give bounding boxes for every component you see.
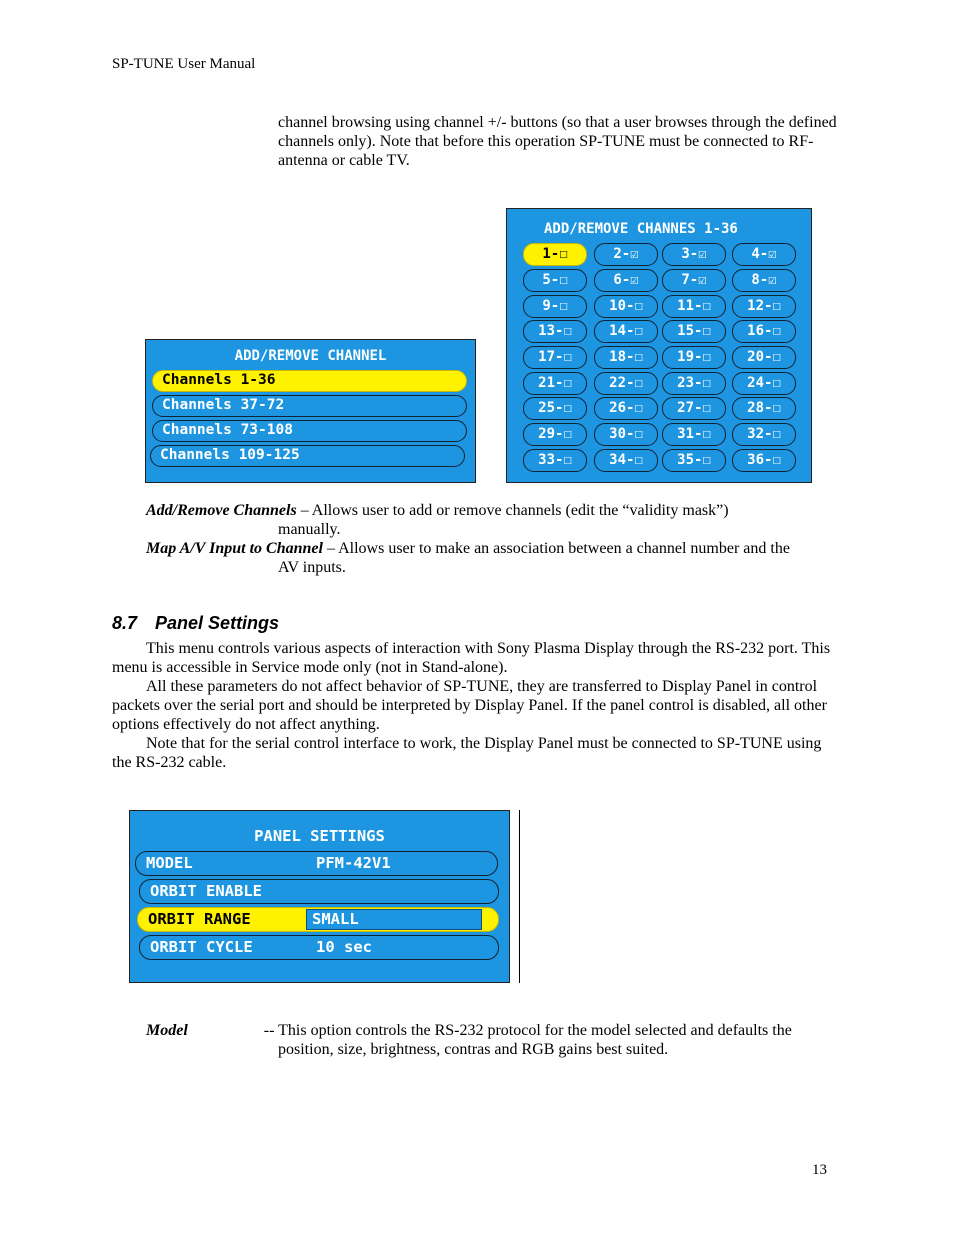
channel-toggle[interactable]: 20-☐ (732, 346, 796, 369)
running-header: SP-TUNE User Manual (112, 56, 256, 72)
channel-toggle[interactable]: 5-☐ (523, 269, 587, 292)
grid-title: ADD/REMOVE CHANNES 1-36 (544, 221, 738, 237)
definition-term: Map A/V Input to Channel (146, 540, 323, 557)
definition-add-remove (146, 501, 846, 539)
channel-toggle[interactable]: 21-☐ (523, 372, 587, 395)
channel-toggle[interactable]: 3-☑ (662, 243, 726, 266)
channel-toggle[interactable]: 18-☐ (594, 346, 658, 369)
row-orbit-range[interactable] (137, 907, 499, 932)
row-label: ORBIT ENABLE (150, 882, 262, 900)
section-heading (112, 613, 279, 634)
channel-toggle[interactable]: 35-☐ (662, 449, 726, 472)
channel-toggle[interactable]: 25-☐ (523, 397, 587, 420)
row-value: PFM-42V1 (316, 854, 391, 872)
add-remove-channel-menu (145, 339, 476, 483)
vertical-divider (519, 810, 520, 983)
intro-paragraph: channel browsing using channel +/- buttons (so that a user browses through the defined channels only). Note that before this operation SP-TUNE must be connected to RF-antenna or cable TV. (278, 114, 837, 169)
channel-toggle[interactable]: 16-☐ (732, 320, 796, 343)
row-label: MODEL (146, 854, 193, 872)
paragraph-1: This menu controls various aspects of interaction with Sony Plasma Display through the RS-232 port. This menu is accessible in Service mode only (not in Stand-alone). (112, 640, 831, 676)
menu-item-channels-109-125[interactable]: Channels 109-125 (150, 445, 465, 467)
channel-toggle[interactable]: 2-☑ (594, 243, 658, 266)
menu-item-channels-37-72[interactable]: Channels 37-72 (152, 395, 467, 417)
channel-toggle[interactable]: 31-☐ (662, 423, 726, 446)
channel-toggle[interactable]: 27-☐ (662, 397, 726, 420)
channel-toggle[interactable]: 15-☐ (662, 320, 726, 343)
paragraph-2: All these parameters do not affect behavior of SP-TUNE, they are transferred to Display Panel in control packets over the serial port and should be interpreted by Display Panel. If the panel control is disabled, all other options effectively do not affect anything. (112, 678, 827, 733)
section-title: Panel Settings (155, 613, 280, 633)
channel-toggle[interactable]: 12-☐ (732, 295, 796, 318)
definition-continuation: AV inputs. (278, 559, 346, 576)
channel-toggle[interactable]: 4-☑ (732, 243, 796, 266)
channel-toggle[interactable]: 14-☐ (594, 320, 658, 343)
channel-toggle[interactable]: 34-☐ (594, 449, 658, 472)
channel-toggle[interactable]: 11-☐ (662, 295, 726, 318)
definition-text: – Allows user to add or remove channels (edit the “validity mask”) (296, 502, 729, 519)
channel-toggle[interactable]: 17-☐ (523, 346, 587, 369)
channel-grid-menu (506, 208, 812, 483)
paragraph-3: Note that for the serial control interface to work, the Display Panel must be connected to SP-TUNE using the RS-232 cable. (112, 735, 822, 771)
channel-toggle[interactable]: 1-☐ (523, 243, 587, 266)
channel-toggle[interactable]: 10-☐ (594, 295, 658, 318)
channel-toggle[interactable]: 29-☐ (523, 423, 587, 446)
channel-toggle[interactable]: 13-☐ (523, 320, 587, 343)
channel-toggle[interactable]: 33-☐ (523, 449, 587, 472)
definition-model (146, 1021, 846, 1059)
row-orbit-cycle[interactable] (139, 935, 499, 960)
page-number: 13 (812, 1162, 827, 1178)
row-value: 10 sec (316, 938, 372, 956)
row-orbit-enable[interactable] (139, 879, 499, 904)
channel-toggle[interactable]: 23-☐ (662, 372, 726, 395)
channel-toggle[interactable]: 7-☑ (662, 269, 726, 292)
definition-text: -- This option controls the RS-232 protocol for the model selected and defaults the (263, 1022, 792, 1039)
row-label: ORBIT RANGE (148, 910, 251, 928)
channel-toggle[interactable]: 22-☐ (594, 372, 658, 395)
section-number: 8.7 (112, 613, 138, 633)
definition-term: Add/Remove Channels (146, 502, 297, 519)
definition-map-av (146, 539, 846, 577)
menu-item-channels-73-108[interactable]: Channels 73-108 (152, 420, 467, 442)
channel-toggle[interactable]: 30-☐ (594, 423, 658, 446)
channel-toggle[interactable]: 9-☐ (523, 295, 587, 318)
menu-title: ADD/REMOVE CHANNEL (234, 348, 387, 364)
channel-toggle[interactable]: 36-☐ (732, 449, 796, 472)
panel-settings-title: PANEL SETTINGS (254, 827, 385, 845)
definition-term: Model (146, 1022, 188, 1039)
panel-settings-menu (129, 810, 510, 983)
definition-continuation: manually. (278, 521, 341, 538)
row-label: ORBIT CYCLE (150, 938, 253, 956)
channel-toggle[interactable]: 24-☐ (732, 372, 796, 395)
channel-toggle[interactable]: 26-☐ (594, 397, 658, 420)
definition-continuation: position, size, brightness, contras and RGB gains best suited. (278, 1041, 669, 1058)
menu-item-channels-1-36[interactable]: Channels 1-36 (152, 370, 467, 392)
channel-toggle[interactable]: 32-☐ (732, 423, 796, 446)
channel-toggle[interactable]: 19-☐ (662, 346, 726, 369)
channel-toggle[interactable]: 6-☑ (594, 269, 658, 292)
channel-toggle[interactable]: 8-☑ (732, 269, 796, 292)
row-value-box[interactable]: SMALL (306, 909, 482, 930)
channel-toggle[interactable]: 28-☐ (732, 397, 796, 420)
row-model[interactable] (135, 851, 498, 876)
definition-text: – Allows user to make an association between a channel number and the (322, 540, 790, 557)
